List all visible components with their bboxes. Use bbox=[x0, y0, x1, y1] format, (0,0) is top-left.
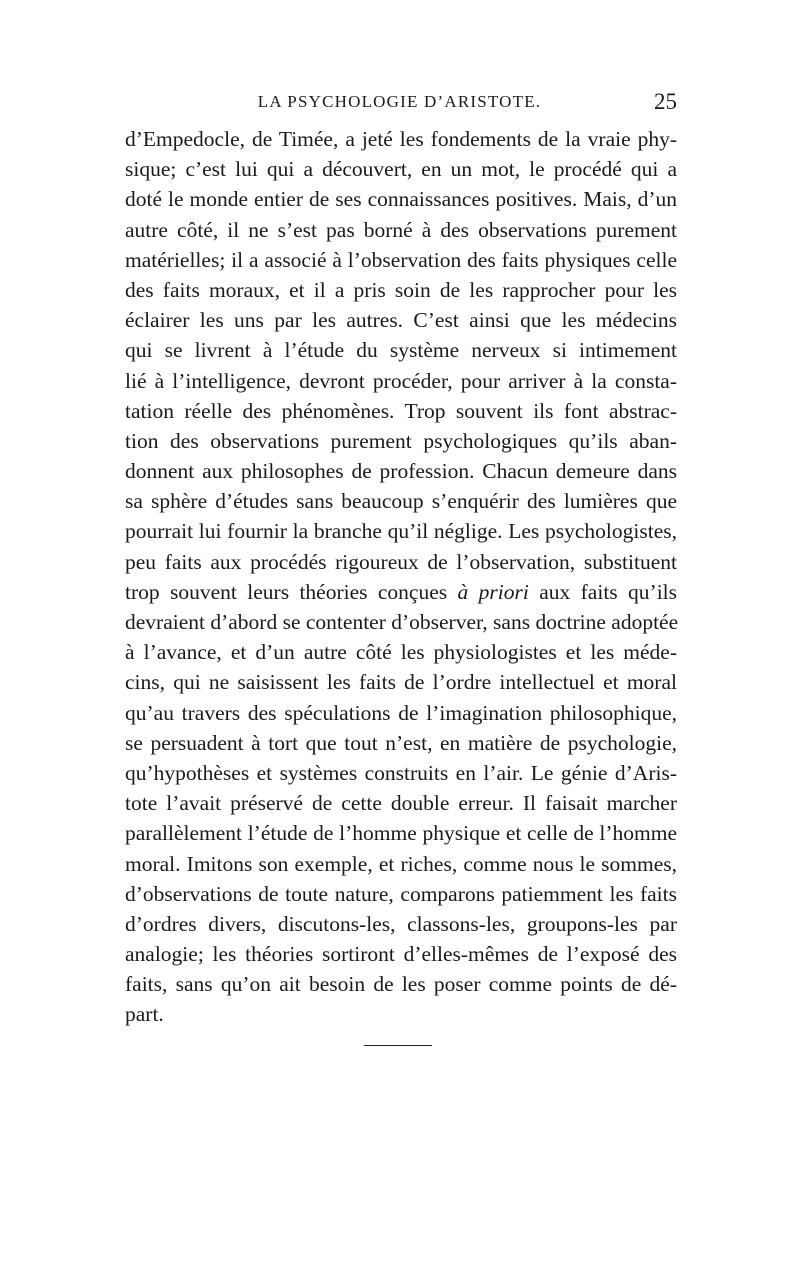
text-line: éclairer les uns par les autres. C’est ainsi que les médecins bbox=[125, 308, 677, 333]
page-number: 25 bbox=[654, 89, 677, 114]
text-segment: aux faits qu’ils bbox=[539, 579, 678, 604]
text-segment: trop souvent leurs théories conçues bbox=[125, 579, 448, 604]
text-line: faits, sans qu’on ait besoin de les poser comme points de dé- bbox=[125, 972, 677, 997]
running-title: LA PSYCHOLOGIE D’ARISTOTE. bbox=[257, 92, 542, 111]
text-line: qu’au travers des spéculations de l’imagination philosophique, bbox=[125, 700, 677, 725]
section-divider bbox=[364, 1045, 432, 1046]
text-line: sa sphère d’études sans beaucoup s’enquérir des lumières que bbox=[125, 489, 677, 514]
text-line: tation réelle des phénomènes. Trop souvent ils font abstrac- bbox=[125, 398, 677, 423]
text-line: d’Empedocle, de Timée, a jeté les fondements de la vraie phy- bbox=[125, 127, 677, 151]
text-line: d’observations de toute nature, comparons patiemment les faits bbox=[125, 881, 677, 906]
text-line: doté le monde entier de ses connaissances positives. Mais, d’un bbox=[125, 187, 677, 212]
text-line: autre côté, il ne s’est pas borné à des observations purement bbox=[125, 217, 677, 242]
text-line: moral. Imitons son exemple, et riches, comme nous le sommes, bbox=[125, 851, 677, 876]
text-line: pourrait lui fournir la branche qu’il néglige. Les psychologistes, bbox=[125, 519, 677, 544]
text-line: donnent aux philosophes de profession. Chacun demeure dans bbox=[125, 459, 677, 484]
text-line: parallèlement l’étude de l’homme physique et celle de l’homme bbox=[125, 821, 677, 846]
italic-phrase: à priori bbox=[457, 579, 529, 604]
text-line: matérielles; il a associé à l’observation des faits physiques celle bbox=[125, 247, 677, 272]
page-header bbox=[122, 89, 677, 122]
text-line: tion des observations purement psychologiques qu’ils aban- bbox=[125, 428, 677, 453]
text-line: tote l’avait préservé de cette double erreur. Il faisait marcher bbox=[125, 791, 677, 816]
text-line: qui se livrent à l’étude du système nerveux si intimement bbox=[125, 338, 677, 363]
text-line: lié à l’intelligence, devront procéder, pour arriver à la consta- bbox=[125, 368, 677, 393]
text-line: devraient d’abord se contenter d’observer, sans doctrine adoptée bbox=[125, 610, 679, 634]
text-line: se persuadent à tort que tout n’est, en matière de psychologie, bbox=[125, 730, 677, 755]
text-line: sique; c’est lui qui a découvert, en un mot, le procédé qui a bbox=[125, 157, 677, 182]
text-line: qu’hypothèses et systèmes construits en l’air. Le génie d’Aris- bbox=[125, 760, 677, 785]
text-line: analogie; les théories sortiront d’elles-mêmes de l’exposé des bbox=[125, 942, 677, 967]
text-line: part. bbox=[125, 1002, 164, 1027]
text-line: peu faits aux procédés rigoureux de l’observation, substituent bbox=[125, 549, 677, 574]
body-text bbox=[125, 124, 677, 1030]
text-line: à l’avance, et d’un autre côté les physiologistes et les méde- bbox=[125, 640, 677, 665]
text-line-mixed bbox=[125, 577, 677, 607]
text-line: d’ordres divers, discutons-les, classons-les, groupons-les par bbox=[125, 911, 677, 936]
text-line: des faits moraux, et il a pris soin de les rapprocher pour les bbox=[125, 277, 677, 302]
text-line: cins, qui ne saisissent les faits de l’ordre intellectuel et moral bbox=[125, 670, 677, 695]
